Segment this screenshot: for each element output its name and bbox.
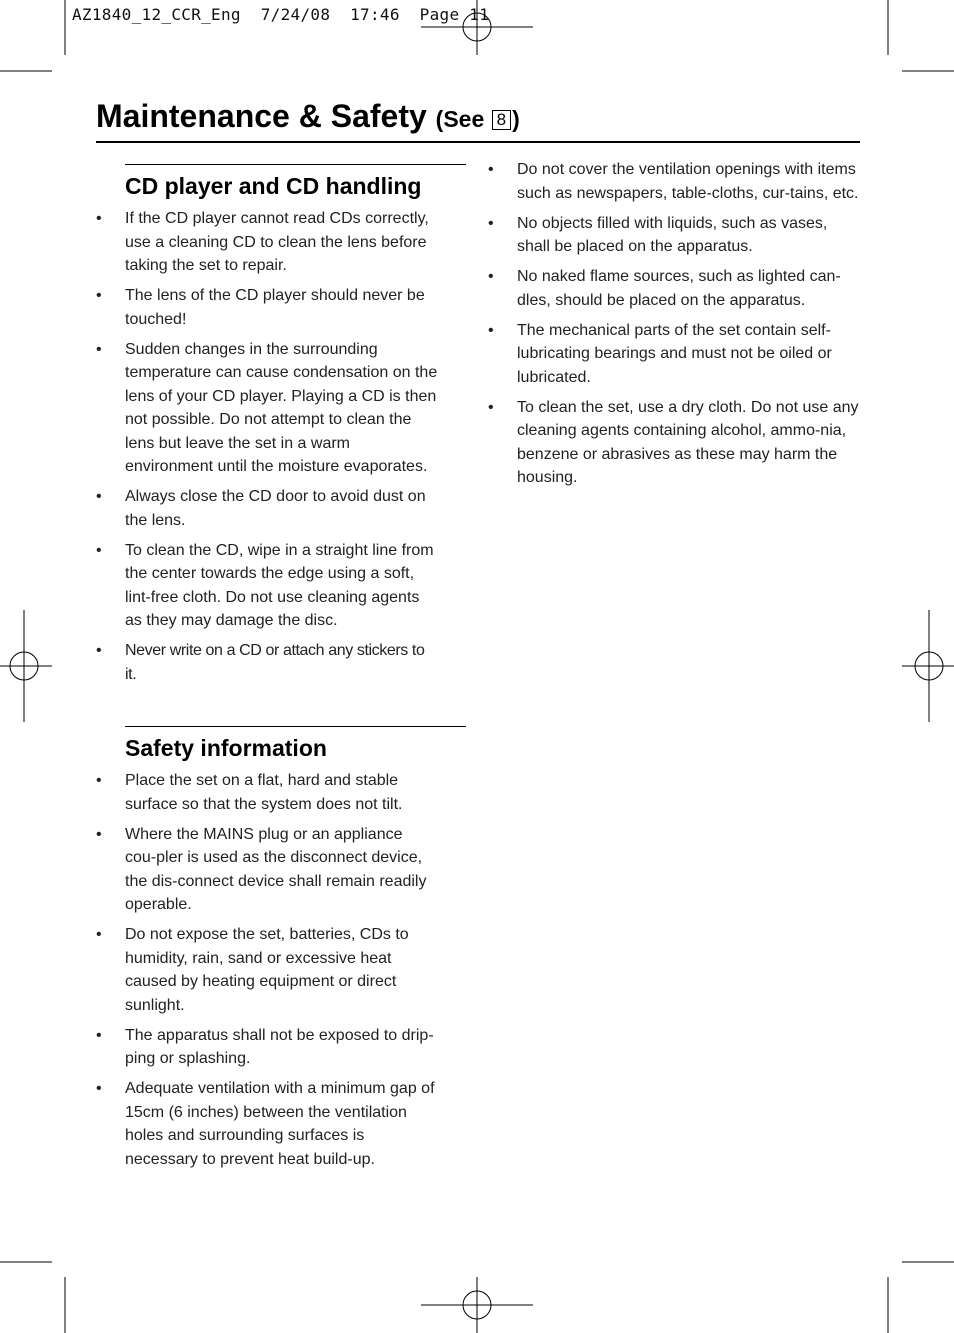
left-column bbox=[96, 164, 438, 1178]
figure-number-box: 8 bbox=[492, 110, 511, 130]
list-item: • The mechanical parts of the set contain self-lubricating bearings and must not be oiled or lubricated. bbox=[488, 319, 860, 390]
title-underline bbox=[96, 141, 860, 143]
list-item: • Sudden changes in the surrounding temperature can cause condensation on the lens of your CD player. Playing a CD is then not possible. Do not attempt to clean the lens but leave the set in a warm environment until the moisture evaporates. bbox=[96, 338, 438, 479]
section-title-cd-handling: CD player and CD handling bbox=[125, 173, 422, 199]
list-item: • No objects filled with liquids, such as vases, shall be placed on the apparatus. bbox=[488, 212, 860, 259]
registration-mark-top bbox=[421, 0, 533, 55]
list-item: • The lens of the CD player should never be touched! bbox=[96, 284, 438, 331]
right-column bbox=[488, 158, 860, 496]
list-item: • No naked flame sources, such as lighted can-dles, should be placed on the apparatus. bbox=[488, 265, 860, 312]
see-prefix: (See bbox=[435, 106, 491, 132]
list-item: • To clean the set, use a dry cloth. Do not use any cleaning agents containing alcohol, ammo-nia, benzene or abrasives as these may harm the housing. bbox=[488, 396, 860, 490]
cd-handling-list bbox=[96, 207, 438, 686]
page-title-text: Maintenance & Safety bbox=[96, 98, 427, 134]
registration-mark-left bbox=[0, 610, 52, 722]
list-item: • Do not cover the ventilation openings with items such as newspapers, table-cloths, cur-tains, etc. bbox=[488, 158, 860, 205]
print-slug: AZ1840_12_CCR_Eng 7/24/08 17:46 Page 11 bbox=[72, 5, 490, 24]
section-rule bbox=[125, 726, 466, 727]
registration-mark-bottom bbox=[421, 1277, 533, 1333]
safety-list-continued bbox=[488, 158, 860, 490]
list-item: • Never write on a CD or attach any stickers to it. bbox=[96, 639, 438, 686]
list-item: • If the CD player cannot read CDs correctly, use a cleaning CD to clean the lens before taking the set to repair. bbox=[96, 207, 438, 278]
list-item: • The apparatus shall not be exposed to drip-ping or splashing. bbox=[96, 1024, 438, 1071]
safety-section bbox=[96, 726, 438, 1171]
list-item: • Do not expose the set, batteries, CDs to humidity, rain, sand or excessive heat caused by heating equipment or direct sunlight. bbox=[96, 923, 438, 1017]
list-item: • Adequate ventilation with a minimum gap of 15cm (6 inches) between the ventilation holes and surrounding surfaces is necessary to prevent heat build-up. bbox=[96, 1077, 438, 1171]
page-title bbox=[96, 98, 520, 135]
see-suffix: ) bbox=[512, 106, 520, 132]
registration-mark-right bbox=[902, 610, 954, 722]
cd-handling-section bbox=[96, 164, 438, 686]
list-item: • Always close the CD door to avoid dust on the lens. bbox=[96, 485, 438, 532]
section-title-safety: Safety information bbox=[125, 735, 327, 761]
list-item: • To clean the CD, wipe in a straight line from the center towards the edge using a soft, lint-free cloth. Do not use cleaning agents as they may damage the disc. bbox=[96, 539, 438, 633]
list-item: • Where the MAINS plug or an appliance cou-pler is used as the disconnect device, the dis-connect device shall remain readily operable. bbox=[96, 823, 438, 917]
list-item: • Place the set on a flat, hard and stable surface so that the system does not tilt. bbox=[96, 769, 438, 816]
see-figure-reference bbox=[436, 106, 520, 132]
section-rule bbox=[125, 164, 466, 165]
safety-list bbox=[96, 769, 438, 1171]
